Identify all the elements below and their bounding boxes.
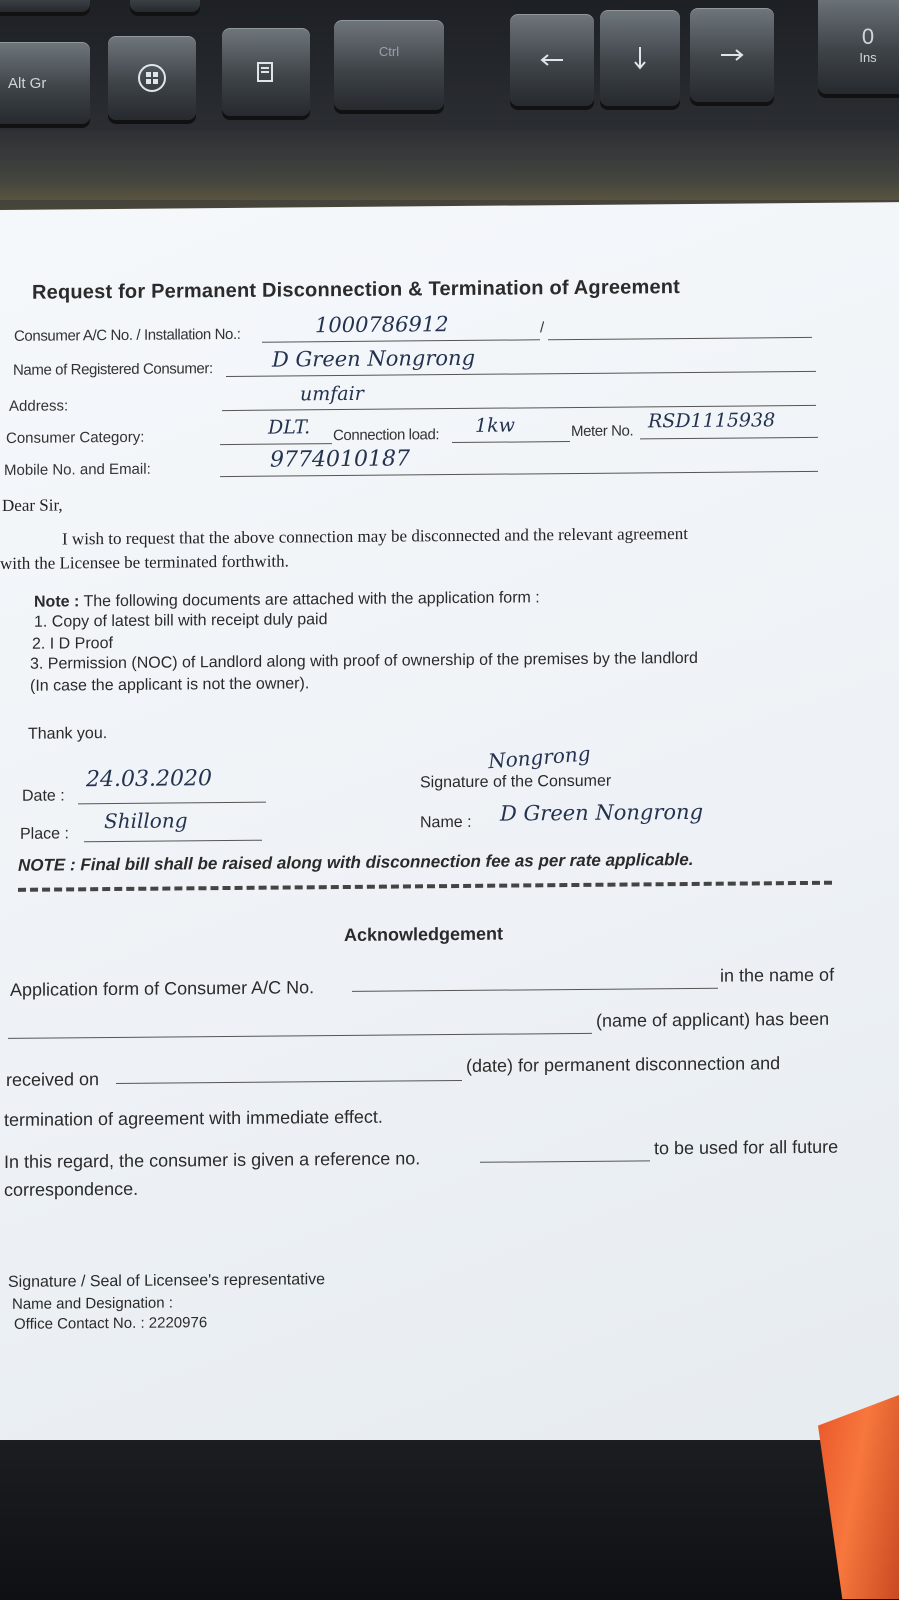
- load-line: [452, 441, 570, 443]
- document-tail: (In case the applicant is not the owner).: [30, 675, 310, 695]
- ack-line1-b: in the name of: [720, 964, 835, 986]
- left-arrow-icon: [539, 53, 565, 67]
- body-line-2: with the Licensee be terminated forthwith.: [0, 551, 289, 573]
- sign-name-label: Name :: [420, 813, 472, 832]
- name-label: Name of Registered Consumer:: [13, 360, 213, 379]
- date-value: 24.03.2020: [86, 766, 212, 793]
- right-arrow-icon: [719, 48, 745, 62]
- zero-label: 0: [861, 23, 875, 49]
- form-title: Request for Permanent Disconnection & Termination of Agreement: [32, 276, 681, 304]
- document-item-2: 2. I D Proof: [32, 635, 113, 653]
- installation-line: [548, 337, 812, 340]
- ack-applicant-line: [8, 1033, 592, 1039]
- ack-line2-b: (name of applicant) has been: [596, 1008, 830, 1031]
- down-arrow-icon: [633, 45, 647, 71]
- date-label: Date :: [22, 787, 65, 805]
- consumer-ac-line: [262, 339, 540, 342]
- left-arrow-key: [510, 14, 594, 106]
- meter-label: Meter No.: [571, 422, 634, 441]
- mobile-value: 9774010187: [270, 446, 410, 473]
- note-line: [34, 589, 540, 611]
- menu-icon: [255, 61, 277, 83]
- document-item-3: 3. Permission (NOC) of Landlord along with proof of ownership of the premises by the landlord: [30, 649, 698, 673]
- category-label: Consumer Category:: [6, 428, 145, 447]
- thank-you: Thank you.: [28, 725, 108, 743]
- ins-key: [818, 0, 899, 94]
- alt-gr-key: [0, 42, 90, 124]
- ack-reference-line: [480, 1160, 650, 1162]
- ack-line1-a: Application form of Consumer A/C No.: [10, 977, 315, 1000]
- name-line: [226, 371, 816, 377]
- desk-surface: [0, 1440, 899, 1600]
- body-line-1: I wish to request that the above connection may be disconnected and the relevant agreement: [62, 523, 688, 549]
- key-top-left: [0, 0, 90, 12]
- signature-label: Signature of the Consumer: [420, 772, 612, 792]
- mobile-label: Mobile No. and Email:: [4, 460, 151, 479]
- licensee-signature-line: Signature / Seal of Licensee's representative: [8, 1271, 326, 1291]
- ack-line5-a: In this regard, the consumer is given a reference no.: [4, 1148, 421, 1172]
- name-value: D Green Nongrong: [272, 345, 476, 372]
- ack-line3-a: received on: [6, 1069, 100, 1090]
- place-line: [84, 840, 262, 843]
- address-label: Address:: [9, 397, 69, 415]
- ack-ac-line: [352, 988, 718, 992]
- note-label: Note :: [34, 593, 80, 611]
- ctrl-label: Ctrl: [378, 44, 400, 59]
- consumer-signature: Nongrong: [487, 741, 592, 774]
- note-text: The following documents are attached with the application form :: [83, 589, 540, 611]
- document-item-1: 1. Copy of latest bill with receipt duly paid: [34, 611, 328, 631]
- windows-logo-icon: [137, 63, 167, 93]
- load-value: 1kw: [475, 414, 515, 437]
- designation-line: Name and Designation :: [12, 1294, 173, 1313]
- consumer-ac-separator: /: [540, 319, 545, 337]
- keyboard-frame: [0, 130, 899, 200]
- ack-line3-b: (date) for permanent disconnection and: [466, 1053, 781, 1076]
- ack-line4: termination of agreement with immediate effect.: [4, 1106, 383, 1130]
- date-line: [78, 802, 266, 805]
- place-value: Shillong: [104, 808, 188, 834]
- category-value: DLT.: [268, 416, 311, 439]
- form-paper: [0, 202, 899, 1472]
- meter-line: [640, 437, 818, 440]
- ack-line5-b: to be used for all future: [654, 1136, 839, 1159]
- keyboard-background: [0, 0, 899, 215]
- windows-key: [108, 36, 196, 120]
- menu-key: [222, 28, 310, 116]
- office-contact-line: Office Contact No. : 2220976: [14, 1314, 208, 1333]
- sign-name-value: D Green Nongrong: [500, 799, 704, 826]
- ins-label: Ins: [859, 49, 877, 65]
- ack-heading: Acknowledgement: [344, 923, 504, 945]
- address-value: umfair: [300, 382, 364, 406]
- load-label: Connection load:: [333, 426, 440, 445]
- salutation: Dear Sir,: [2, 495, 63, 515]
- place-label: Place :: [20, 825, 69, 843]
- ack-line6: correspondence.: [4, 1178, 139, 1200]
- meter-value: RSD1115938: [648, 409, 776, 433]
- ack-date-line: [116, 1080, 462, 1084]
- key-top-2: [130, 0, 200, 12]
- right-arrow-key: [690, 8, 774, 102]
- consumer-ac-value: 1000786912: [315, 312, 449, 338]
- final-bill-note: NOTE : Final bill shall be raised along with disconnection fee as per rate applicable.: [18, 849, 694, 875]
- category-line: [220, 443, 332, 445]
- down-arrow-key: [600, 10, 680, 106]
- alt-gr-label: Alt Gr: [8, 74, 47, 92]
- cut-line: [18, 881, 832, 892]
- consumer-ac-label: Consumer A/C No. / Installation No.:: [14, 325, 241, 345]
- ctrl-key: [334, 20, 444, 110]
